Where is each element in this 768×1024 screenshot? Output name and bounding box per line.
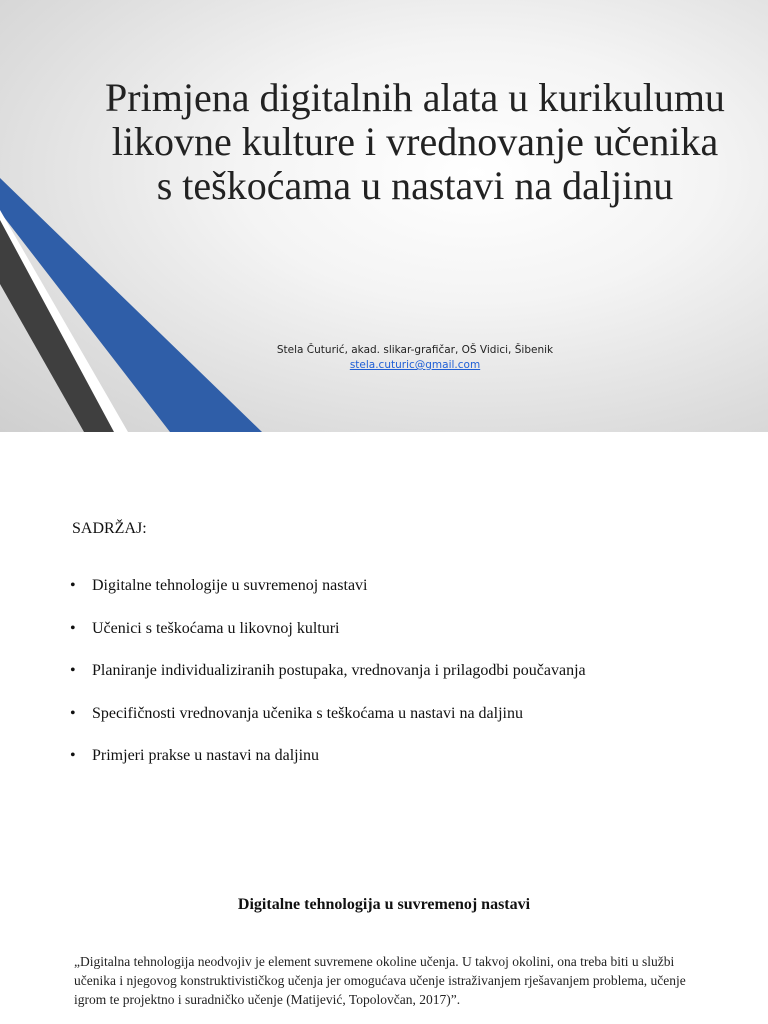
- digital-technology-slide: [0, 864, 768, 1024]
- author-line: Stela Čuturić, akad. slikar-grafičar, OŠ Vidici, Šibenik: [276, 344, 554, 356]
- list-item: [70, 619, 586, 662]
- bullet-icon: •: [70, 704, 76, 722]
- list-item: [70, 704, 586, 747]
- bullet-icon: •: [70, 747, 76, 764]
- bullet-icon: •: [70, 662, 76, 679]
- bullet-icon: •: [70, 619, 76, 637]
- list-item-text: Specifičnosti vrednovanja učenika s teškoćama u nastavi na daljinu: [92, 704, 523, 722]
- list-item: [70, 746, 586, 789]
- list-item-text: Primjeri prakse u nastavi na daljinu: [92, 747, 320, 764]
- list-item-text: Učenici s teškoćama u likovnoj kulturi: [92, 619, 340, 637]
- email-line: [200, 359, 630, 371]
- contents-list: [70, 576, 586, 789]
- email-link[interactable]: stela.cuturic@gmail.com: [349, 359, 481, 371]
- title-slide: [0, 0, 768, 432]
- list-item: [70, 576, 586, 619]
- list-item: [70, 661, 586, 704]
- presentation-title: Primjena digitalnih alata u kurikulumu likovne kulture i vrednovanje učenika s teškoćama u nastavi na daljinu: [105, 75, 725, 208]
- list-item-text: Digitalne tehnologije u suvremenoj nastavi: [92, 577, 368, 594]
- bullet-icon: •: [70, 577, 76, 594]
- contents-heading: SADRŽAJ:: [72, 520, 147, 537]
- quote-text: „Digitalna tehnologija neodvojiv je element suvremene okoline učenja. U takvoj okolini, ona treba biti u službi učenika i njegovog konstruktivističkog učenja jer omogućava učenje istraživanjem rješavanjem problema, učenje igrom te projektno i suradničko učenje (Matijević, Topolovčan, 2017)”.: [74, 954, 686, 1007]
- list-item-text: Planiranje individualiziranih postupaka, vrednovanja i prilagodbi poučavanja: [92, 662, 586, 679]
- contents-slide: [0, 432, 768, 864]
- slide-title: Digitalne tehnologija u suvremenoj nastavi: [237, 896, 531, 913]
